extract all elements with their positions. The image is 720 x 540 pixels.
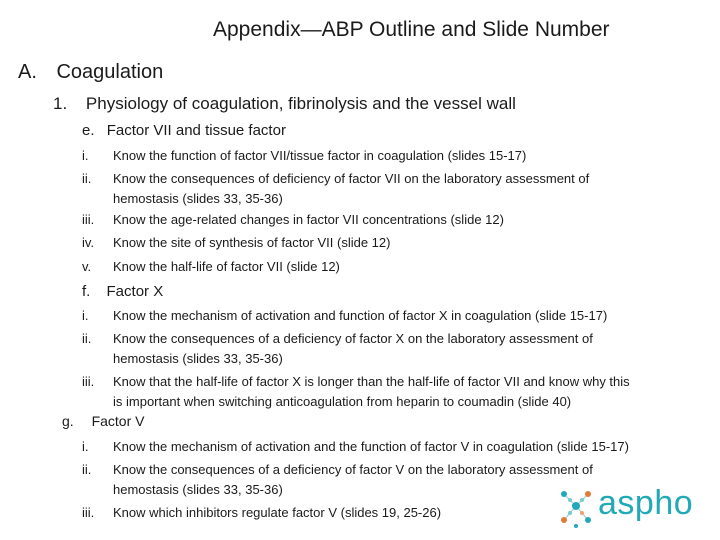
topic-f-heading	[82, 283, 163, 300]
list-item-text: Know the consequences of a deficiency of factor X on the laboratory assessment of	[113, 331, 593, 346]
brand-logo-text: aspho	[598, 484, 694, 522]
list-item-number: v.	[82, 259, 92, 274]
list-item-number: i.	[82, 148, 89, 163]
list-item-text-cont: is important when switching anticoagulation from heparin to coumadin (slide 40)	[113, 394, 572, 409]
section-a-label: Coagulation	[56, 61, 164, 83]
list-item-number: ii.	[82, 331, 92, 346]
topic-f-marker: f.	[82, 283, 91, 300]
list-item-text: Know the function of factor VII/tissue factor in coagulation (slides 15-17)	[113, 148, 527, 163]
subsection-1-marker: 1.	[53, 94, 68, 113]
section-a-marker: A.	[18, 61, 37, 83]
list-item-number: ii.	[82, 171, 92, 186]
list-item-text: Know the consequences of a deficiency of factor V on the laboratory assessment of	[113, 462, 593, 477]
list-item-text: Know the site of synthesis of factor VII (slide 12)	[113, 235, 391, 250]
list-item-number: i.	[82, 308, 89, 323]
topic-e-heading	[82, 122, 286, 139]
list-item-text: Know the half-life of factor VII (slide 12)	[113, 259, 340, 274]
list-item-text: Know the mechanism of activation and function of factor X in coagulation (slide 15-17)	[113, 308, 608, 323]
list-item-text: Know the consequences of deficiency of factor VII on the laboratory assessment of	[113, 171, 590, 186]
subsection-1-heading	[53, 94, 516, 114]
subsection-1-label: Physiology of coagulation, fibrinolysis and the vessel wall	[85, 94, 516, 113]
list-item-number: iii.	[82, 212, 95, 227]
topic-e-label: Factor VII and tissue factor	[106, 122, 286, 139]
list-item-text: Know that the half-life of factor X is longer than the half-life of factor VII and know why this	[113, 374, 630, 389]
topic-e-marker: e.	[82, 122, 95, 139]
list-item-number: i.	[82, 439, 89, 454]
topic-g-heading	[62, 413, 144, 429]
list-item-text: Know which inhibitors regulate factor V (slides 19, 25-26)	[113, 505, 442, 520]
network-dots-icon	[556, 486, 596, 535]
list-item-number: iii.	[82, 374, 95, 389]
list-item-text: Know the age-related changes in factor VII concentrations (slide 12)	[113, 212, 504, 227]
topic-f-label: Factor X	[106, 283, 164, 300]
list-item-number: iii.	[82, 505, 95, 520]
topic-g-marker: g.	[62, 413, 74, 429]
page-title: Appendix—ABP Outline and Slide Number	[213, 18, 610, 41]
list-item-text-cont: hemostasis (slides 33, 35-36)	[113, 191, 283, 206]
list-item-number: ii.	[82, 462, 92, 477]
list-item-text-cont: hemostasis (slides 33, 35-36)	[113, 482, 283, 497]
list-item-text-cont: hemostasis (slides 33, 35-36)	[113, 351, 283, 366]
topic-g-label: Factor V	[91, 413, 145, 429]
section-a-heading	[18, 61, 163, 84]
list-item-number: iv.	[82, 235, 95, 250]
list-item-text: Know the mechanism of activation and the function of factor V in coagulation (slide 15-17)	[113, 439, 629, 454]
